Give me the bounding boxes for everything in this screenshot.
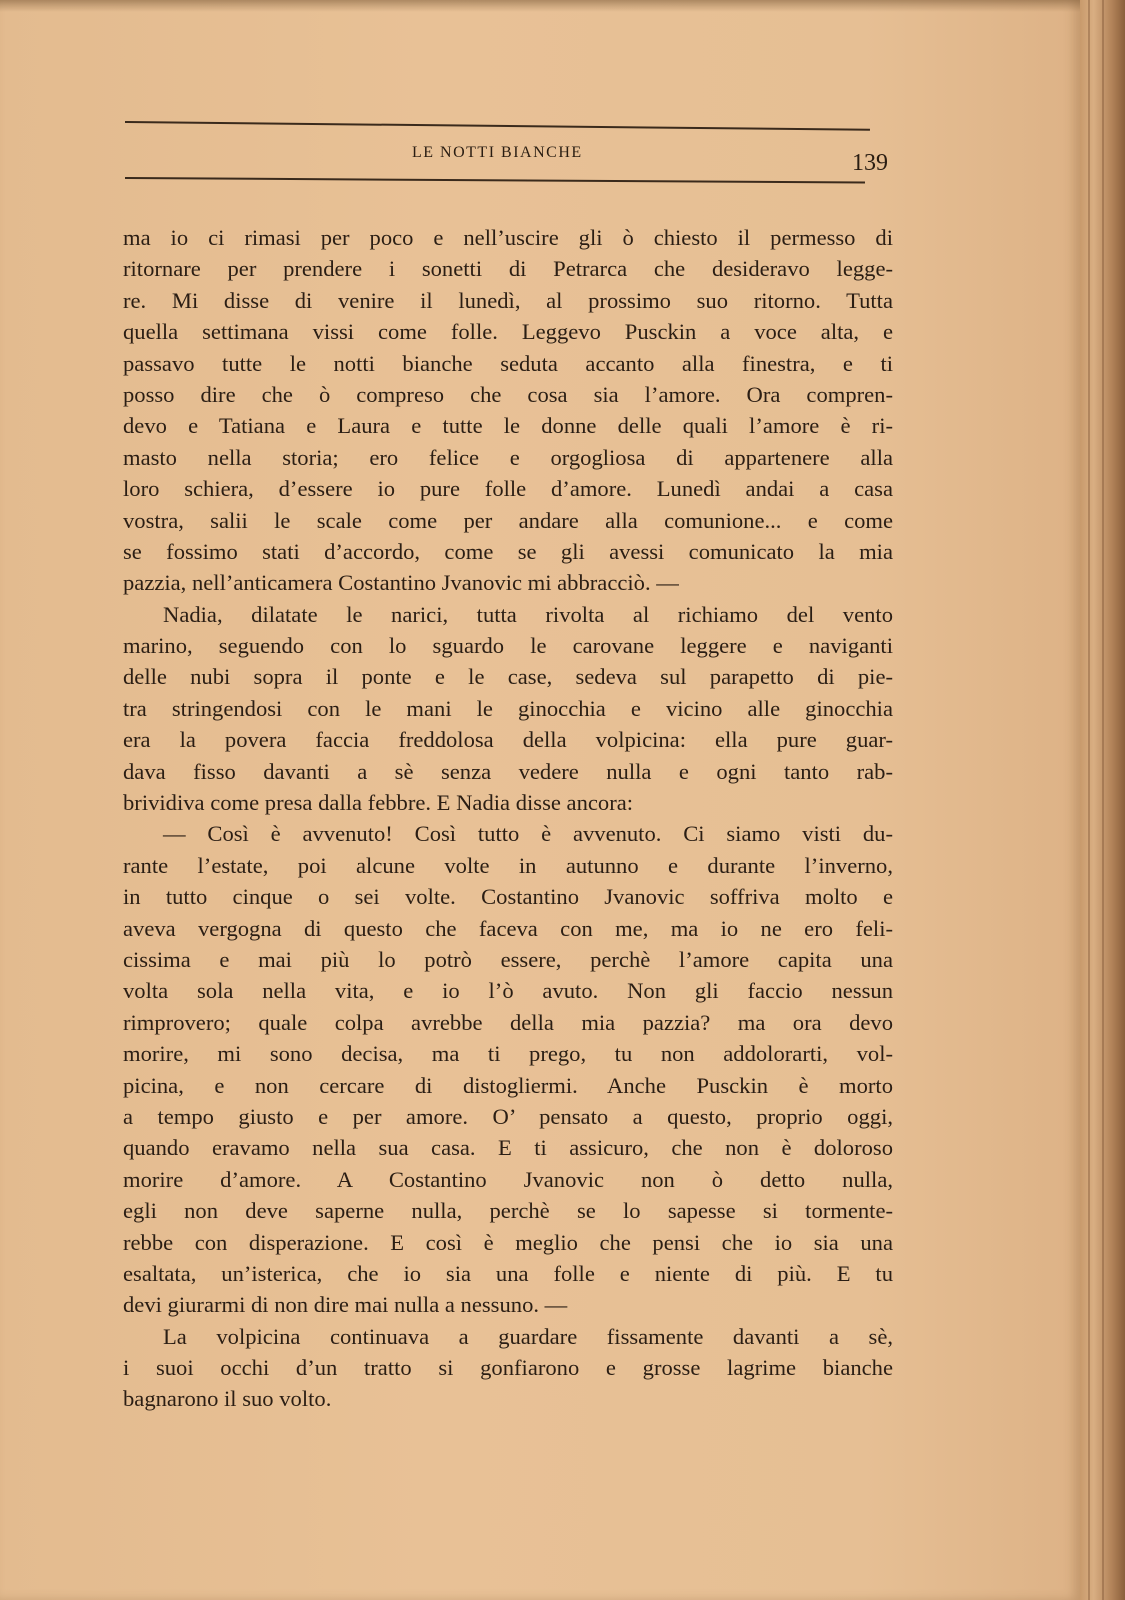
text-line: picina, e non cercare di distogliermi. Anche Pusckin è morto bbox=[123, 1072, 893, 1098]
header-rule-top bbox=[125, 121, 870, 131]
text-line: in tutto cinque o sei volte. Costantino Jvanovic soffriva molto e bbox=[123, 884, 893, 910]
text-line: i suoi occhi d’un tratto si gonfiarono e grosse lagrime bianche bbox=[123, 1355, 893, 1381]
text-line: a tempo giusto e per amore. O’ pensato a questo, proprio oggi, bbox=[123, 1103, 893, 1129]
text-line: egli non deve saperne nulla, perchè se lo sapesse si tormente- bbox=[123, 1198, 893, 1224]
text-line: re. Mi disse di venire il lunedì, al prossimo suo ritorno. Tutta bbox=[123, 287, 893, 313]
text-line: rimprovero; quale colpa avrebbe della mia pazzia? ma ora devo bbox=[123, 1009, 893, 1035]
text-line: Nadia, dilatate le narici, tutta rivolta al richiamo del vento bbox=[163, 601, 893, 627]
text-line: era la povera faccia freddolosa della volpicina: ella pure guar- bbox=[123, 727, 893, 753]
text-line: ritornare per prendere i sonetti di Petrarca che desideravo legge- bbox=[123, 256, 893, 282]
text-line: delle nubi sopra il ponte e le case, sedeva sul parapetto di pie- bbox=[123, 664, 893, 690]
text-line: devo e Tatiana e Laura e tutte le donne delle quali l’amore è ri- bbox=[123, 413, 893, 439]
header-rule-bottom bbox=[125, 177, 865, 184]
text-line: ma io ci rimasi per poco e nell’uscire gli ò chiesto il permesso di bbox=[123, 225, 893, 250]
text-line: marino, seguendo con lo sguardo le carovane leggere e naviganti bbox=[123, 633, 893, 659]
text-line: vostra, salii le scale come per andare alla comunione... e come bbox=[123, 507, 893, 533]
text-line: rante l’estate, poi alcune volte in autunno e durante l’inverno, bbox=[123, 852, 893, 878]
text-line: quando eravamo nella sua casa. E ti assicuro, che non è doloroso bbox=[123, 1135, 893, 1161]
text-line: aveva vergogna di questo che faceva con me, ma io ne ero feli- bbox=[123, 915, 893, 941]
text-line: devi giurarmi di non dire mai nulla a nessuno. — bbox=[123, 1292, 568, 1318]
text-line: morire, mi sono decisa, ma ti prego, tu non addolorarti, vol- bbox=[123, 1041, 893, 1067]
book-spine bbox=[1080, 0, 1125, 1600]
text-line: — Così è avvenuto! Così tutto è avvenuto. Ci siamo visti du- bbox=[163, 821, 893, 847]
page-top-shadow bbox=[0, 0, 1125, 12]
text-line: se fossimo stati d’accordo, come se gli avessi comunicato la mia bbox=[123, 538, 893, 564]
text-line: bagnarono il suo volto. bbox=[123, 1386, 332, 1412]
text-line: morire d’amore. A Costantino Jvanovic non ò detto nulla, bbox=[123, 1166, 893, 1192]
text-line: esaltata, un’isterica, che io sia una folle e niente di più. E tu bbox=[123, 1260, 893, 1286]
text-line: loro schiera, d’essere io pure folle d’amore. Lunedì andai a casa bbox=[123, 476, 893, 502]
text-line: passavo tutte le notti bianche seduta accanto alla finestra, e ti bbox=[123, 350, 893, 376]
text-line: dava fisso davanti a sè senza vedere nulla e ogni tanto rab- bbox=[123, 758, 893, 784]
text-line: brividiva come presa dalla febbre. E Nadia disse ancora: bbox=[123, 790, 634, 816]
running-head: LE NOTTI BIANCHE bbox=[412, 144, 583, 161]
text-line: masto nella storia; ero felice e orgogliosa di appartenere alla bbox=[123, 444, 893, 470]
body-text bbox=[123, 222, 893, 1415]
text-line: pazzia, nell’anticamera Costantino Jvanovic mi abbracciò. — bbox=[123, 570, 679, 596]
spine-edge-line bbox=[1102, 0, 1104, 1600]
text-line: posso dire che ò compreso che cosa sia l’amore. Ora compren- bbox=[123, 381, 893, 407]
text-line: La volpicina continuava a guardare fissamente davanti a sè, bbox=[163, 1323, 893, 1349]
text-line: quella settimana vissi come folle. Leggevo Pusckin a voce alta, e bbox=[123, 319, 893, 345]
text-line: cissima e mai più lo potrò essere, perchè l’amore capita una bbox=[123, 946, 893, 972]
text-line: tra stringendosi con le mani le ginocchia e vicino alle ginocchia bbox=[123, 695, 893, 721]
text-line: rebbe con disperazione. E così è meglio che pensi che io sia una bbox=[123, 1229, 893, 1255]
text-line: volta sola nella vita, e io l’ò avuto. Non gli faccio nessun bbox=[123, 978, 893, 1004]
spine-edge-line bbox=[1088, 0, 1090, 1600]
page-number: 139 bbox=[852, 150, 888, 176]
